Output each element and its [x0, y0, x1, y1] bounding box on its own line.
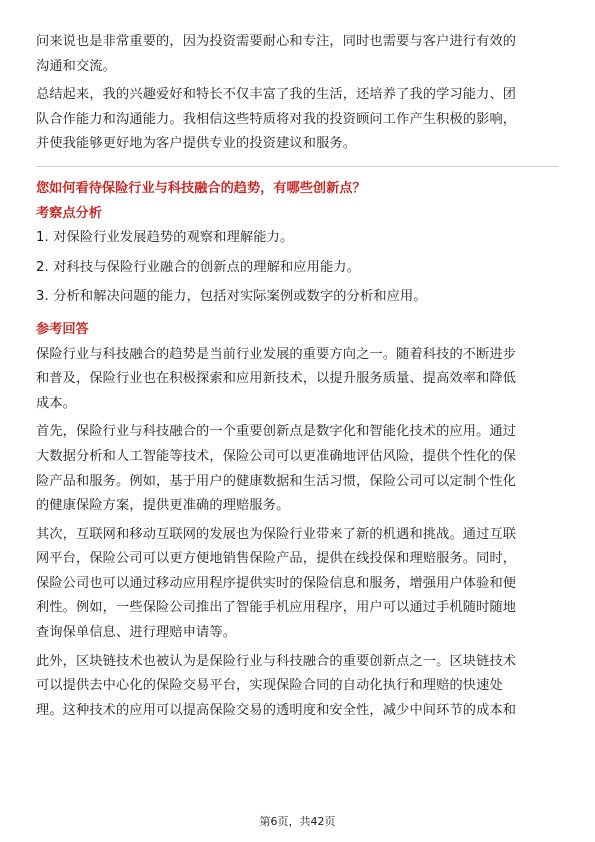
text-line: 保险行业与科技融合的趋势是当前行业发展的重要方向之一。随着科技的不断进步	[36, 346, 517, 362]
list-item: 3. 分析和解决问题的能力，包括对实际案例或数字的分析和应用。	[36, 289, 427, 305]
text-line: 沟通和交流。	[36, 58, 117, 74]
list-item: 2. 对科技与保险行业融合的创新点的理解和应用能力。	[36, 259, 360, 275]
text-line: 队合作能力和沟通能力。我相信这些特质将对我的投资顾问工作产生积极的影响，	[36, 111, 517, 127]
list-item: 1. 对保险行业发展趋势的观察和理解能力。	[36, 230, 294, 246]
question-heading: 您如何看待保险行业与科技融合的趋势，有哪些创新点？	[36, 180, 366, 196]
text-line: 的健康保险方案，提供更准确的理赔服务。	[36, 498, 290, 514]
text-line: 其次，互联网和移动互联网的发展也为保险行业带来了新的机遇和挑战。通过互联	[36, 526, 517, 542]
text-line: 问来说也是非常重要的，因为投资需要耐心和专注，同时也需要与客户进行有效的	[36, 34, 517, 49]
answer-paragraph-4	[36, 650, 559, 724]
text-line: 大数据分析和人工智能等技术，保险公司可以更准确地评估风险，提供个性化的保	[36, 448, 517, 464]
page-number: 第6页，共42页	[259, 815, 336, 828]
text-line: 保险公司也可以通过移动应用程序提供实时的保险信息和服务，增强用户体验和便	[36, 575, 517, 591]
answer-title: 参考回答	[36, 321, 89, 337]
text-line: 成本。	[36, 395, 77, 411]
text-line: 并使我能够更好地为客户提供专业的投资建议和服务。	[36, 136, 357, 152]
answer-paragraph-3	[36, 523, 559, 646]
answer-paragraph-2	[36, 420, 559, 518]
analysis-list	[36, 226, 559, 310]
section-divider	[36, 166, 559, 167]
text-line: 可以提供去中心化的保险交易平台，实现保险合同的自动化执行和理赔的快速处	[36, 678, 503, 694]
text-line: 查询保单信息、进行理赔申请等。	[36, 625, 237, 641]
text-line: 和普及，保险行业也在积极探索和应用新技术，以提升服务质量、提高效率和降低	[36, 371, 517, 387]
text-line: 利性。例如，一些保险公司推出了智能手机应用程序，用户可以通过手机随时随地	[36, 600, 517, 616]
intro-paragraph	[36, 30, 559, 79]
summary-paragraph	[36, 83, 559, 157]
text-line: 理。这种技术的应用可以提高保险交易的透明度和安全性，减少中间环节的成本和	[36, 702, 517, 718]
text-line: 首先，保险行业与科技融合的一个重要创新点是数字化和智能化技术的应用。通过	[36, 424, 517, 440]
answer-paragraph-1	[36, 343, 559, 417]
text-line: 此外，区块链技术也被认为是保险行业与科技融合的重要创新点之一。区块链技术	[36, 653, 517, 669]
analysis-title: 考察点分析	[36, 205, 102, 221]
text-line: 总结起来，我的兴趣爱好和特长不仅丰富了我的生活，还培养了我的学习能力、团	[36, 87, 517, 103]
text-line: 险产品和服务。例如，基于用户的健康数据和生活习惯，保险公司可以定制个性化	[36, 473, 517, 489]
page-content	[36, 30, 559, 723]
text-line: 网平台，保险公司可以更方便地销售保险产品，提供在线投保和理赔服务。同时，	[36, 551, 517, 567]
